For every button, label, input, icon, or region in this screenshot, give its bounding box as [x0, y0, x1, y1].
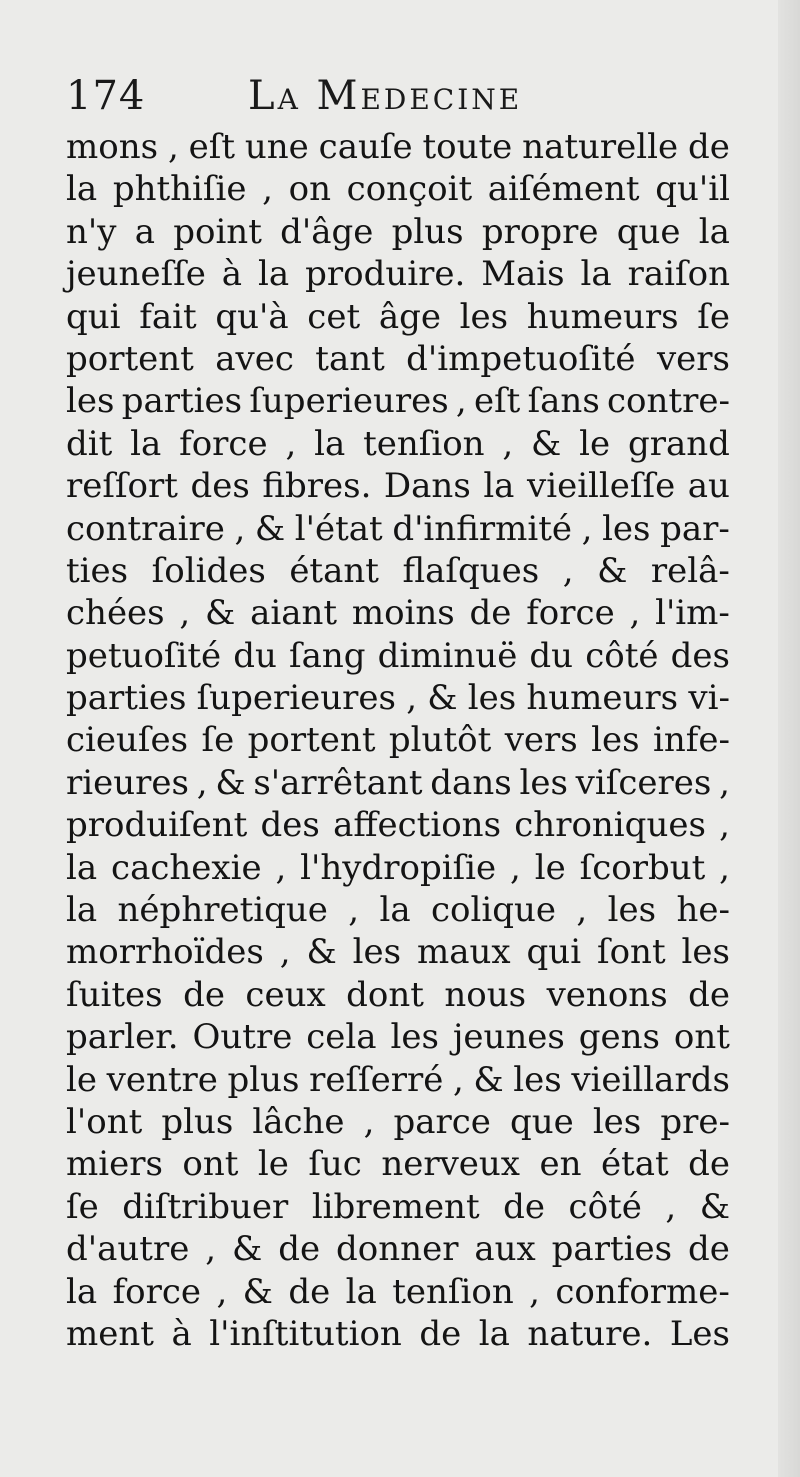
- word: ,: [216, 1271, 228, 1312]
- word: mons: [66, 127, 159, 167]
- word: la: [478, 1313, 510, 1354]
- word: toute: [422, 127, 513, 167]
- word: de: [288, 1271, 331, 1312]
- word: à: [171, 1313, 192, 1354]
- word: les: [591, 720, 640, 761]
- word: ſont: [597, 932, 666, 973]
- text-line: [66, 211, 730, 253]
- word: les: [607, 890, 657, 931]
- word: la: [66, 890, 98, 931]
- word: ,: [455, 381, 467, 422]
- word: de: [688, 1229, 730, 1270]
- word: ventre: [106, 1059, 218, 1100]
- word: de: [183, 974, 225, 1015]
- word: des: [260, 805, 320, 846]
- text-line: [66, 508, 730, 550]
- word: produiſent: [66, 805, 248, 846]
- word: plus: [161, 1101, 234, 1142]
- word: le: [579, 423, 611, 464]
- word: cieuſes: [66, 720, 189, 761]
- word: les: [459, 296, 509, 337]
- text-line: [66, 804, 730, 846]
- word: la: [698, 211, 730, 252]
- word: eſt: [473, 381, 521, 422]
- word: rieures: [66, 762, 189, 803]
- word: tant: [315, 338, 385, 379]
- word: Mais: [481, 254, 565, 295]
- word: à: [221, 254, 243, 295]
- body-text: [66, 126, 730, 1355]
- word: de: [688, 974, 730, 1015]
- word: d'infirmité: [392, 508, 573, 549]
- word: ſe: [201, 720, 235, 761]
- word: ,: [719, 847, 730, 888]
- word: parties: [551, 1229, 673, 1270]
- word: les: [352, 932, 402, 973]
- page-number: 174: [66, 73, 146, 119]
- word: le: [534, 847, 566, 888]
- word: d'âge: [280, 211, 374, 252]
- word: contraire: [66, 508, 225, 549]
- word: ſuperieures: [196, 678, 396, 719]
- text-line: [66, 296, 730, 338]
- text-line: [66, 550, 730, 592]
- word: cauſe: [318, 127, 413, 167]
- text-line: [66, 1228, 730, 1270]
- text-line: [66, 1016, 730, 1058]
- word: jeuneſſe: [66, 254, 206, 295]
- word: les: [519, 762, 568, 803]
- word: qui: [66, 296, 121, 337]
- word: la: [379, 890, 411, 931]
- word: plutôt: [388, 720, 492, 761]
- word: humeurs: [526, 296, 679, 337]
- word: la: [130, 423, 162, 464]
- word: ſans: [527, 381, 600, 422]
- word: &: [427, 678, 458, 719]
- word: ,: [205, 1229, 217, 1270]
- word: &: [232, 1229, 263, 1270]
- word: diminuë: [377, 635, 518, 676]
- running-head: La Medecine: [248, 73, 523, 119]
- text-line: [66, 1143, 730, 1185]
- word: l'inſtitution: [209, 1313, 402, 1354]
- word: la: [483, 466, 515, 507]
- word: maux: [417, 932, 511, 973]
- word: &: [597, 550, 628, 591]
- word: on: [288, 169, 331, 210]
- word: ſang: [289, 635, 366, 676]
- word: de: [503, 1186, 546, 1227]
- word: qu'à: [215, 296, 289, 337]
- word: cachexie: [111, 847, 262, 888]
- word: qu'il: [655, 169, 730, 210]
- word: ſuperieures: [249, 381, 449, 422]
- word: la: [258, 254, 290, 295]
- word: d'autre: [66, 1229, 190, 1270]
- word: des: [670, 635, 730, 676]
- word: n'y: [66, 211, 117, 252]
- word: le: [257, 1144, 289, 1185]
- word: vers: [656, 338, 730, 379]
- word: &: [699, 1186, 730, 1227]
- word: ,: [167, 127, 179, 167]
- word: contre-: [607, 381, 730, 422]
- text-line: [66, 1059, 730, 1101]
- word: affections: [333, 805, 502, 846]
- word: ,: [581, 508, 593, 549]
- word: ties: [66, 550, 129, 591]
- text-line: [66, 338, 730, 380]
- word: portent: [66, 338, 194, 379]
- word: plus: [227, 1059, 300, 1100]
- word: &: [205, 593, 236, 634]
- word: cet: [307, 296, 361, 337]
- word: a: [134, 211, 155, 252]
- text-line: [66, 1186, 730, 1228]
- word: raiſon: [627, 254, 730, 295]
- word: ,: [285, 423, 297, 464]
- word: &: [531, 423, 562, 464]
- word: jeunes: [452, 1017, 565, 1058]
- word: en: [539, 1144, 582, 1185]
- word: portent: [247, 720, 376, 761]
- word: phthiſie: [112, 169, 247, 210]
- word: parce: [393, 1101, 491, 1142]
- word: néphretique: [117, 890, 328, 931]
- text-line: [66, 889, 730, 931]
- word: de: [419, 1313, 462, 1354]
- word: reſſerré: [309, 1059, 444, 1100]
- word: du: [529, 635, 574, 676]
- word: &: [215, 762, 246, 803]
- word: la: [66, 169, 98, 210]
- word: ,: [510, 847, 521, 888]
- word: ,: [262, 169, 273, 210]
- word: ,: [179, 593, 191, 634]
- word: nerveux: [381, 1144, 520, 1185]
- word: de: [688, 1144, 730, 1185]
- text-line: [66, 423, 730, 465]
- word: que: [509, 1101, 574, 1142]
- word: ont: [182, 1144, 239, 1185]
- word: Les: [669, 1313, 730, 1354]
- word: lâche: [252, 1101, 345, 1142]
- word: le: [66, 1059, 97, 1100]
- word: humeurs: [526, 678, 679, 719]
- text-line: [66, 974, 730, 1016]
- word: donner: [336, 1229, 459, 1270]
- word: ,: [348, 890, 360, 931]
- text-line: [66, 762, 730, 804]
- word: l'hydropiſie: [300, 847, 497, 888]
- word: vers: [504, 720, 578, 761]
- page-header: [66, 66, 726, 126]
- word: du: [233, 635, 277, 676]
- text-line: [66, 677, 730, 719]
- word: ,: [529, 1271, 540, 1312]
- word: ,: [719, 762, 730, 803]
- word: ,: [562, 550, 574, 591]
- text-line: [66, 1271, 730, 1313]
- word: dont: [346, 974, 424, 1015]
- word: de: [469, 593, 512, 634]
- word: ſuites: [66, 974, 163, 1015]
- word: relâ-: [650, 550, 730, 591]
- word: pre-: [660, 1101, 730, 1142]
- word: ,: [275, 847, 287, 888]
- word: &: [473, 1059, 504, 1100]
- word: vieillards: [571, 1059, 730, 1100]
- word: ment: [66, 1313, 154, 1354]
- word: ,: [452, 1059, 464, 1100]
- word: étant: [289, 550, 379, 591]
- text-line: [66, 719, 730, 761]
- word: colique: [431, 890, 557, 931]
- word: côté: [585, 635, 659, 676]
- text-line: [66, 847, 730, 889]
- word: la: [66, 1271, 98, 1312]
- word: &: [242, 1271, 273, 1312]
- word: ſolides: [151, 550, 266, 591]
- word: aiſément: [487, 169, 640, 210]
- word: nature.: [527, 1313, 653, 1354]
- word: ceux: [245, 974, 326, 1015]
- word: flaſques: [402, 550, 540, 591]
- word: miers: [66, 1144, 163, 1185]
- text-line: [66, 126, 730, 168]
- word: point: [173, 211, 262, 252]
- word: ,: [629, 593, 641, 634]
- word: he-: [676, 890, 730, 931]
- word: ,: [576, 890, 588, 931]
- word: Dans: [383, 466, 471, 507]
- word: aiant: [250, 593, 338, 634]
- word: viſceres: [575, 762, 712, 803]
- word: nous: [444, 974, 527, 1015]
- word: morrhoïdes: [66, 932, 264, 973]
- word: gens: [578, 1017, 660, 1058]
- word: côté: [568, 1186, 642, 1227]
- word: petuoſité: [66, 635, 222, 676]
- word: ſcorbut: [579, 847, 706, 888]
- word: reſſort: [66, 466, 178, 507]
- word: parler.: [66, 1017, 179, 1058]
- word: produire.: [305, 254, 466, 295]
- word: qui: [526, 932, 582, 973]
- word: ,: [406, 678, 417, 719]
- word: ,: [363, 1101, 375, 1142]
- word: des: [190, 466, 250, 507]
- word: moins: [351, 593, 455, 634]
- word: &: [254, 508, 286, 549]
- word: fibres.: [262, 466, 372, 507]
- word: naturelle: [522, 127, 679, 167]
- word: l'im-: [655, 593, 730, 634]
- word: la: [314, 423, 346, 464]
- text-line: [66, 168, 730, 210]
- word: ,: [719, 805, 730, 846]
- word: parties: [66, 678, 187, 719]
- word: aux: [474, 1229, 536, 1270]
- text-line: [66, 253, 730, 295]
- word: par-: [660, 508, 730, 549]
- word: vi-: [688, 678, 730, 719]
- word: fait: [139, 296, 197, 337]
- word: une: [244, 127, 309, 167]
- word: conçoit: [346, 169, 473, 210]
- word: les: [513, 1059, 562, 1100]
- word: librement: [311, 1186, 480, 1227]
- word: eſt: [188, 127, 235, 167]
- word: force: [179, 423, 268, 464]
- word: de: [278, 1229, 321, 1270]
- word: force: [526, 593, 615, 634]
- word: que: [616, 211, 681, 252]
- word: ,: [665, 1186, 677, 1227]
- text-line: [66, 1101, 730, 1143]
- word: grand: [627, 423, 730, 464]
- word: d'impetuoſité: [406, 338, 636, 379]
- word: chroniques: [514, 805, 706, 846]
- word: de: [688, 127, 730, 167]
- text-line: [66, 1313, 730, 1355]
- word: conforme-: [555, 1271, 730, 1312]
- text-line: [66, 380, 730, 422]
- word: ,: [196, 762, 208, 803]
- word: les: [602, 508, 651, 549]
- word: l'état: [294, 508, 383, 549]
- word: au: [687, 466, 730, 507]
- word: état: [600, 1144, 669, 1185]
- word: s'arrêtant: [253, 762, 423, 803]
- word: les: [390, 1017, 439, 1058]
- word: ſuc: [308, 1144, 362, 1185]
- word: ſe: [697, 296, 730, 337]
- word: les: [681, 932, 730, 973]
- word: la: [345, 1271, 377, 1312]
- word: Outre: [192, 1017, 293, 1058]
- word: dans: [430, 762, 512, 803]
- word: l'ont: [66, 1101, 143, 1142]
- word: âge: [378, 296, 441, 337]
- word: &: [306, 932, 337, 973]
- word: parties: [121, 381, 243, 422]
- word: chées: [66, 593, 165, 634]
- word: la: [580, 254, 612, 295]
- word: ont: [673, 1017, 730, 1058]
- word: les: [467, 678, 517, 719]
- word: ſe: [66, 1186, 99, 1227]
- text-line: [66, 465, 730, 507]
- word: les: [66, 381, 115, 422]
- word: avec: [215, 338, 294, 379]
- word: ,: [502, 423, 514, 464]
- word: propre: [481, 211, 599, 252]
- page-edge: [778, 0, 800, 1477]
- word: dit: [66, 423, 113, 464]
- word: les: [592, 1101, 642, 1142]
- word: cela: [306, 1017, 377, 1058]
- word: tenſion: [363, 423, 485, 464]
- word: plus: [391, 211, 464, 252]
- word: venons: [546, 974, 668, 1015]
- word: infe-: [653, 720, 730, 761]
- word: ,: [234, 508, 246, 549]
- text-line: [66, 635, 730, 677]
- word: diſtribuer: [122, 1186, 289, 1227]
- word: vieilleſſe: [526, 466, 676, 507]
- word: la: [66, 847, 98, 888]
- word: ,: [279, 932, 291, 973]
- word: tenſion: [392, 1271, 514, 1312]
- text-line: [66, 592, 730, 634]
- text-line: [66, 931, 730, 973]
- word: force: [112, 1271, 202, 1312]
